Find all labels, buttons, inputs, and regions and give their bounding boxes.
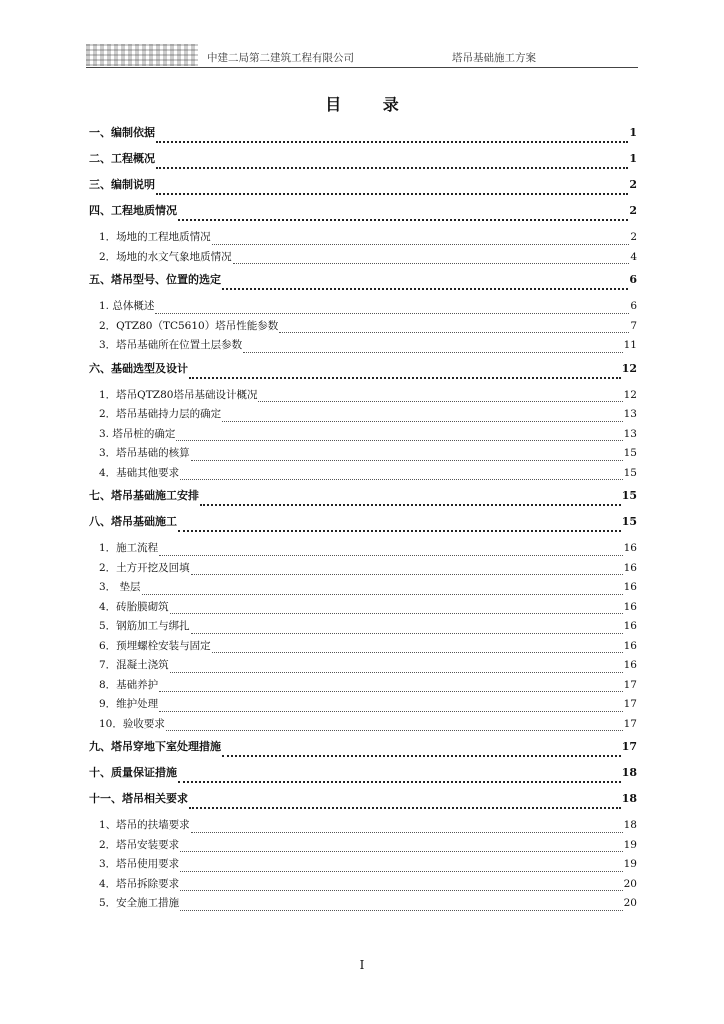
toc-leader-dots	[178, 780, 621, 783]
toc-section-entry[interactable]	[89, 173, 637, 199]
toc-entry-label: 3．塔吊基础的核算	[99, 447, 190, 459]
toc-section-entry[interactable]	[89, 484, 637, 510]
toc-entry-page: 15	[621, 489, 637, 502]
toc-subsection-entry[interactable]	[89, 445, 637, 465]
toc-entry-label: 五、塔吊型号、位置的选定	[89, 273, 221, 286]
toc-entry-page: 18	[621, 766, 637, 779]
toc-entry-label: 6．预埋螺栓安装与固定	[99, 639, 211, 652]
toc-subsection-entry[interactable]	[89, 618, 637, 638]
toc-leader-dots	[212, 243, 630, 245]
toc-entry-page: 16	[623, 639, 637, 652]
toc-subsection-entry[interactable]	[89, 716, 637, 736]
toc-subsection-entry[interactable]	[89, 677, 637, 697]
toc-entry-page: 15	[623, 447, 637, 459]
toc-subsection-entry[interactable]	[89, 560, 637, 580]
toc-entry-label: 3． 垫层	[99, 581, 141, 593]
toc-entry-page: 6	[629, 273, 637, 286]
toc-entry-label: 七、塔吊基础施工安排	[89, 489, 199, 502]
toc-leader-dots	[180, 909, 622, 911]
toc-entry-page: 2	[630, 231, 637, 243]
table-of-contents	[89, 121, 637, 915]
toc-leader-dots	[180, 850, 622, 852]
toc-entry-page: 20	[623, 877, 637, 890]
toc-entry-label: 十一、塔吊相关要求	[89, 792, 188, 805]
toc-leader-dots	[159, 710, 622, 712]
toc-entry-label: 二、工程概况	[89, 152, 155, 165]
toc-subsection-entry[interactable]	[89, 579, 637, 599]
toc-entry-label: 十、质量保证措施	[89, 766, 177, 779]
toc-entry-label: 1. 总体概述	[99, 300, 155, 312]
toc-leader-dots	[279, 331, 629, 333]
toc-subsection-entry[interactable]	[89, 426, 637, 446]
toc-leader-dots	[170, 671, 623, 673]
toc-entry-page: 19	[623, 838, 637, 851]
toc-entry-label: 四、工程地质情况	[89, 204, 177, 217]
toc-entry-page: 11	[623, 339, 637, 351]
toc-leader-dots	[156, 140, 628, 143]
toc-leader-dots	[156, 192, 628, 195]
toc-section-entry[interactable]	[89, 510, 637, 536]
toc-entry-page: 16	[623, 600, 637, 613]
toc-entry-label: 三、编制说明	[89, 178, 155, 191]
toc-leader-dots	[159, 554, 622, 556]
toc-leader-dots	[180, 889, 622, 891]
toc-leader-dots	[212, 651, 623, 653]
toc-title: 目 录	[325, 95, 417, 114]
toc-section-entry[interactable]	[89, 268, 637, 294]
toc-entry-label: 4．基础其他要求	[99, 466, 180, 479]
toc-subsection-entry[interactable]	[89, 318, 637, 338]
toc-section-entry[interactable]	[89, 357, 637, 383]
toc-entry-label: 4．砖胎膜砌筑	[99, 600, 169, 613]
toc-entry-label: 9．维护处理	[99, 698, 159, 710]
toc-section-entry[interactable]	[89, 787, 637, 813]
toc-entry-page: 17	[623, 698, 637, 710]
toc-leader-dots	[176, 439, 622, 441]
toc-subsection-entry[interactable]	[89, 387, 637, 407]
toc-entry-label: 六、基础选型及设计	[89, 361, 188, 375]
toc-entry-page: 16	[623, 581, 637, 593]
toc-entry-label: 2．土方开挖及回填	[99, 561, 190, 574]
toc-leader-dots	[191, 459, 623, 461]
toc-section-entry[interactable]	[89, 761, 637, 787]
toc-entry-label: 7．混凝土浇筑	[99, 659, 169, 671]
toc-leader-dots	[170, 612, 623, 614]
company-logo	[86, 44, 198, 66]
toc-entry-label: 1．塔吊QTZ80塔吊基础设计概况	[99, 388, 258, 401]
toc-entry-page: 19	[623, 858, 637, 870]
toc-entry-page: 16	[623, 561, 637, 574]
toc-entry-page: 1	[629, 126, 637, 139]
toc-subsection-entry[interactable]	[89, 638, 637, 658]
toc-leader-dots	[180, 870, 622, 872]
toc-entry-page: 20	[623, 897, 637, 909]
toc-entry-label: 九、塔吊穿地下室处理措施	[89, 740, 221, 753]
page-number: I	[359, 958, 365, 972]
toc-entry-label: 1．场地的工程地质情况	[99, 231, 211, 243]
toc-subsection-entry[interactable]	[89, 249, 637, 269]
toc-section-entry[interactable]	[89, 199, 637, 225]
toc-entry-page: 1	[629, 152, 637, 165]
toc-leader-dots	[189, 806, 621, 809]
toc-entry-page: 6	[630, 300, 637, 312]
toc-entry-page: 17	[623, 717, 637, 730]
toc-leader-dots	[191, 632, 623, 634]
toc-subsection-entry[interactable]	[89, 657, 637, 677]
toc-leader-dots	[178, 218, 628, 221]
toc-entry-page: 15	[623, 466, 637, 479]
toc-entry-page: 16	[623, 659, 637, 671]
toc-entry-label: 3. 塔吊桩的确定	[99, 427, 176, 440]
toc-entry-label: 一、编制依据	[89, 126, 155, 139]
toc-entry-page: 18	[623, 819, 637, 831]
toc-entry-page: 2	[629, 178, 637, 191]
toc-entry-page: 7	[630, 319, 637, 332]
toc-leader-dots	[222, 287, 628, 290]
toc-section-entry[interactable]	[89, 735, 637, 761]
toc-entry-label: 4．塔吊拆除要求	[99, 877, 180, 890]
toc-subsection-entry[interactable]	[89, 876, 637, 896]
toc-subsection-entry[interactable]	[89, 465, 637, 485]
toc-leader-dots	[243, 351, 622, 353]
toc-leader-dots	[155, 312, 629, 314]
toc-leader-dots	[191, 831, 623, 833]
toc-entry-label: 2．塔吊安装要求	[99, 838, 180, 851]
toc-entry-label: 2．塔吊基础持力层的确定	[99, 408, 222, 420]
toc-entry-page: 2	[629, 204, 637, 217]
toc-subsection-entry[interactable]	[89, 540, 637, 560]
toc-entry-label: 10．验收要求	[99, 717, 165, 730]
toc-leader-dots	[156, 166, 628, 169]
toc-entry-label: 1、塔吊的扶墙要求	[99, 819, 190, 831]
toc-entry-label: 2．场地的水文气象地质情况	[99, 250, 232, 263]
toc-leader-dots	[189, 376, 621, 379]
toc-subsection-entry[interactable]	[89, 856, 637, 876]
toc-subsection-entry[interactable]	[89, 406, 637, 426]
toc-entry-page: 16	[623, 542, 637, 554]
toc-leader-dots	[258, 400, 622, 402]
toc-section-entry[interactable]	[89, 121, 637, 147]
toc-subsection-entry[interactable]	[89, 298, 637, 318]
toc-subsection-entry[interactable]	[89, 599, 637, 619]
toc-entry-page: 4	[630, 250, 637, 263]
toc-entry-page: 13	[623, 408, 637, 420]
toc-entry-label: 1．施工流程	[99, 542, 159, 554]
toc-subsection-entry[interactable]	[89, 817, 637, 837]
toc-subsection-entry[interactable]	[89, 837, 637, 857]
toc-subsection-entry[interactable]	[89, 229, 637, 249]
toc-entry-page: 17	[621, 740, 637, 753]
toc-leader-dots	[200, 503, 621, 506]
toc-entry-label: 5．安全施工措施	[99, 897, 180, 909]
toc-subsection-entry[interactable]	[89, 895, 637, 915]
header-doc-title: 塔吊基础施工方案	[452, 52, 536, 64]
toc-entry-page: 15	[621, 515, 637, 528]
toc-entry-label: 2．QTZ80（TC5610）塔吊性能参数	[99, 319, 279, 332]
toc-leader-dots	[159, 690, 622, 692]
toc-entry-page: 16	[623, 620, 637, 632]
toc-entry-page: 18	[621, 792, 637, 805]
toc-entry-label: 8．基础养护	[99, 678, 159, 691]
toc-leader-dots	[191, 573, 623, 575]
toc-entry-page: 12	[621, 361, 637, 375]
toc-entry-label: 3．塔吊基础所在位置土层参数	[99, 339, 243, 351]
toc-subsection-entry[interactable]	[89, 696, 637, 716]
toc-entry-label: 3．塔吊使用要求	[99, 858, 180, 870]
toc-leader-dots	[180, 478, 622, 480]
toc-subsection-entry[interactable]	[89, 337, 637, 357]
toc-leader-dots	[142, 593, 623, 595]
toc-leader-dots	[166, 729, 623, 731]
header-company: 中建二局第二建筑工程有限公司	[207, 52, 354, 64]
toc-leader-dots	[178, 529, 621, 532]
toc-leader-dots	[222, 754, 621, 757]
toc-entry-label: 5．钢筋加工与绑扎	[99, 620, 190, 632]
toc-leader-dots	[222, 420, 622, 422]
toc-section-entry[interactable]	[89, 147, 637, 173]
toc-entry-label: 八、塔吊基础施工	[89, 515, 177, 528]
toc-leader-dots	[233, 262, 630, 264]
toc-entry-page: 17	[623, 678, 637, 691]
toc-entry-page: 12	[623, 388, 637, 401]
header-divider	[86, 67, 638, 68]
toc-entry-page: 13	[623, 427, 637, 440]
